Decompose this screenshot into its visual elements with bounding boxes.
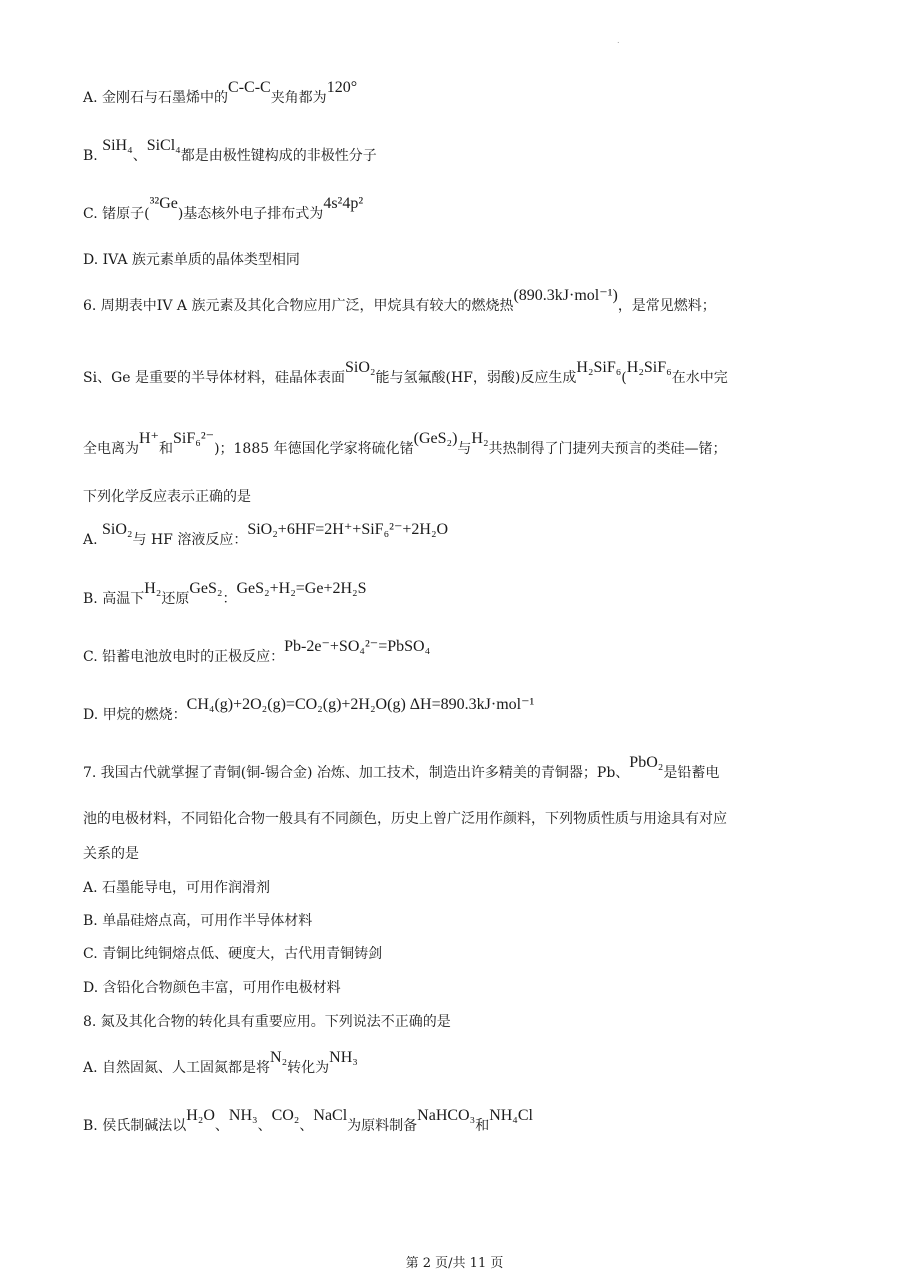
option-label: A.: [83, 90, 103, 106]
q7-option-d: D. 含铅化合物颜色丰富，可用作电极材料: [83, 980, 341, 996]
q7-option-c: C. 青铜比纯铜熔点低、硬度大，古代用青铜铸剑: [83, 946, 383, 962]
option-label: D. 甲烷的燃烧：: [83, 707, 187, 723]
q8-option-a: [83, 1049, 358, 1078]
text: 与 HF 溶液反应：: [132, 532, 248, 548]
q7-option-a: A. 石墨能导电，可用作润滑剂: [83, 880, 271, 896]
text: (: [621, 370, 627, 386]
text: 金刚石与石墨烯中的: [102, 90, 229, 106]
text: 和: [159, 441, 173, 457]
q8-stem: 8. 氮及其化合物的转化具有重要应用。下列说法不正确的是: [83, 1014, 451, 1030]
text: 锗原子(: [102, 206, 150, 222]
formula: 120°: [326, 79, 358, 96]
option-label: A. 自然固氮、人工固氮都是将: [83, 1060, 271, 1076]
formula: NH₃: [228, 1107, 258, 1124]
equation: SiO₂+6HF=2H⁺+SiF₆²⁻+2H₂O: [247, 521, 449, 538]
option-label: A.: [83, 532, 103, 548]
formula: (890.3kJ·mol⁻¹): [513, 287, 618, 304]
q8-option-b: [83, 1107, 533, 1136]
text: ：: [222, 591, 237, 607]
q6-stem-line-2: [83, 359, 728, 388]
q7-option-b: B. 单晶硅熔点高，可用作半导体材料: [83, 913, 313, 929]
q7-stem-line-3: 关系的是: [83, 846, 139, 862]
text: 与: [457, 441, 472, 457]
option-label: B. 侯氏制碱法以: [83, 1118, 187, 1134]
formula: SiH₄: [102, 137, 133, 154]
text: 夹角都为: [270, 90, 327, 106]
formula: GeS₂: [189, 580, 223, 597]
option-label: B.: [83, 148, 103, 164]
formula: H⁺: [139, 430, 159, 447]
q6-stem-line-3: [83, 430, 727, 459]
text: 和: [475, 1118, 490, 1134]
text: 7. 我国古代就掌握了青铜(铜-锡合金) 冶炼、加工技术，制造出许多精美的青铜器；Pb、: [83, 765, 630, 781]
text: 都是由极性键构成的非极性分子: [180, 148, 377, 164]
formula: H₂SiF₆: [626, 359, 672, 376]
text: 能与氢氟酸(HF，弱酸)反应生成: [375, 370, 577, 386]
q6-option-b: [83, 580, 367, 609]
text: 共热制得了门捷列夫预言的类硅—锗；: [488, 441, 727, 457]
option-label: B. 高温下: [83, 591, 145, 607]
formula: H₂: [471, 430, 489, 447]
text: 6. 周期表中IV A 族元素及其化合物应用广泛，甲烷具有较大的燃烧热: [83, 298, 514, 314]
text: 在水中完: [671, 370, 728, 386]
text: 为原料制备: [347, 1118, 418, 1134]
formula: 4s²4p²: [323, 195, 364, 212]
formula: SiCl₄: [146, 137, 181, 154]
option-label: C.: [83, 206, 103, 222]
text: )基态核外电子排布式为: [177, 206, 324, 222]
q5-option-b: [83, 137, 377, 166]
text: 是铅蓄电: [663, 765, 720, 781]
text: )；1885 年德国化学家将硫化锗: [214, 441, 414, 457]
q7-stem-line-1: [83, 754, 720, 783]
option-label: D.: [83, 252, 103, 268]
page-footer: 第 2 页/共 11 页: [405, 1256, 504, 1271]
q6-option-c: [83, 638, 431, 667]
equation: Pb-2e⁻+SO₄²⁻=PbSO₄: [284, 638, 431, 655]
text: 、: [299, 1118, 314, 1134]
formula: NH₄Cl: [489, 1107, 533, 1124]
q5-option-d: [83, 250, 300, 270]
equation: GeS₂+H₂=Ge+2H₂S: [236, 580, 367, 597]
formula: N₂: [270, 1049, 288, 1066]
formula: (GeS₂): [413, 430, 458, 447]
formula: CO₂: [271, 1107, 300, 1124]
q5-option-a: [83, 79, 358, 108]
text: IVA 族元素单质的晶体类型相同: [102, 252, 300, 268]
q6-stem-line-4: 下列化学反应表示正确的是: [83, 489, 251, 505]
formula: SiO₂: [345, 359, 376, 376]
formula: PbO₂: [629, 754, 664, 771]
text: 、: [257, 1118, 272, 1134]
formula: NH₃: [329, 1049, 358, 1066]
option-label: C. 铅蓄电池放电时的正极反应：: [83, 649, 285, 665]
text: 、: [132, 148, 147, 164]
formula: NaCl: [313, 1107, 348, 1124]
text: 转化为: [287, 1060, 330, 1076]
q6-option-a: [83, 521, 449, 550]
formula: H₂O: [186, 1107, 215, 1124]
formula: C-C-C: [228, 79, 271, 96]
text: 全电离为: [83, 441, 139, 457]
formula: SiO₂: [102, 521, 133, 538]
scan-dot: .: [617, 36, 620, 45]
formula: ³²Ge: [149, 195, 178, 212]
text: 、: [214, 1118, 229, 1134]
q6-option-d: [83, 696, 535, 725]
q7-stem-line-2: 池的电极材料，不同铅化合物一般具有不同颜色，历史上曾广泛用作颜料，下列物质性质与用途具有对应: [83, 811, 727, 827]
formula: NaHCO₃: [417, 1107, 476, 1124]
q6-stem-line-1: [83, 287, 716, 316]
formula: H₂SiF₆: [576, 359, 622, 376]
equation: CH₄(g)+2O₂(g)=CO₂(g)+2H₂O(g) ΔH=890.3kJ·mol⁻¹: [186, 696, 535, 713]
formula: SiF₆²⁻: [173, 430, 215, 447]
formula: H₂: [144, 580, 162, 597]
text: Si、Ge 是重要的半导体材料，硅晶体表面: [83, 370, 345, 386]
text: ，是常见燃料；: [617, 298, 716, 314]
text: 还原: [161, 591, 190, 607]
q5-option-c: [83, 195, 364, 224]
